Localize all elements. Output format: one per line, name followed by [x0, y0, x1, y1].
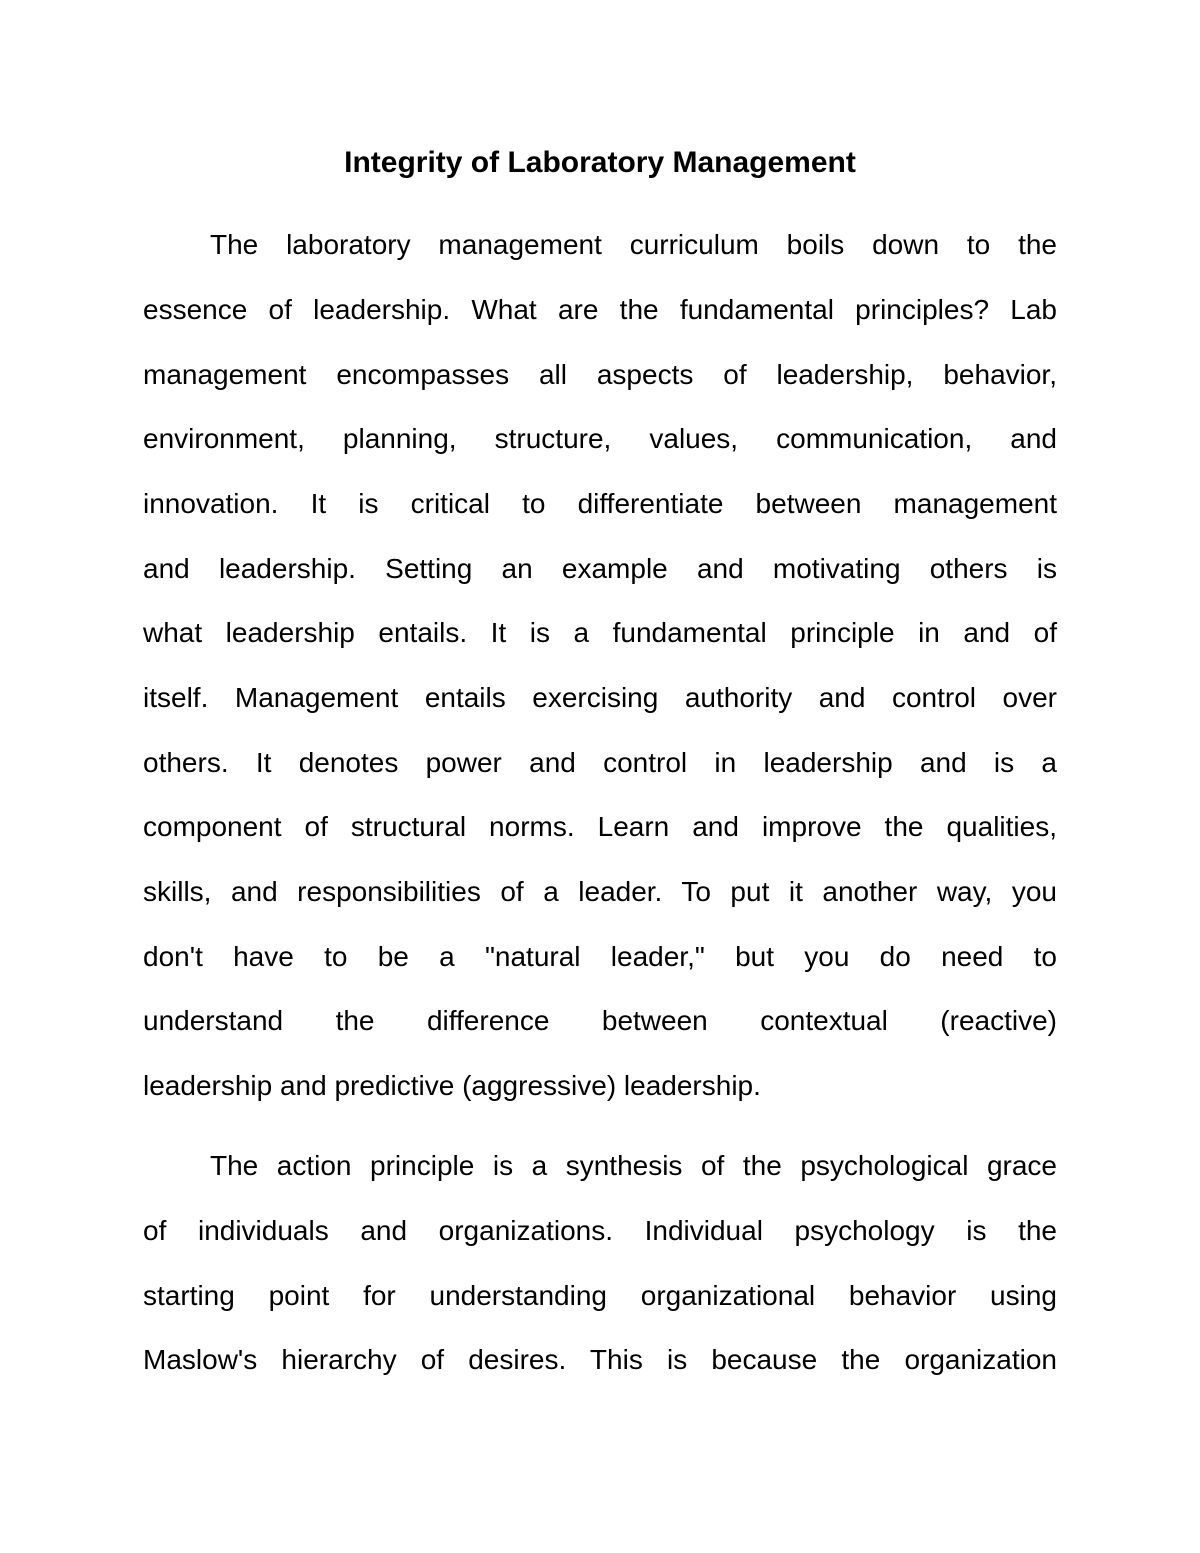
text-line: starting point for understanding organizational behavior using	[143, 1280, 1057, 1311]
text-line: don't have to be a "natural leader," but you do need to	[143, 941, 1057, 972]
text-line: management encompasses all aspects of leadership, behavior,	[143, 359, 1057, 390]
text-line: component of structural norms. Learn and improve the qualities,	[143, 811, 1057, 842]
text-line: Maslow's hierarchy of desires. This is because the organization	[143, 1344, 1057, 1375]
text-line: environment, planning, structure, values, communication, and	[143, 423, 1057, 454]
text-line: itself. Management entails exercising authority and control over	[143, 682, 1057, 713]
text-line: skills, and responsibilities of a leader. To put it another way, you	[143, 876, 1057, 907]
text-line: The laboratory management curriculum boils down to the	[210, 229, 1057, 260]
text-line: essence of leadership. What are the fundamental principles? Lab	[143, 294, 1057, 325]
text-line: understand the difference between contextual (reactive)	[143, 1005, 1057, 1036]
text-line: innovation. It is critical to differentiate between management	[143, 488, 1057, 519]
document-title: Integrity of Laboratory Management	[344, 146, 856, 179]
text-line: of individuals and organizations. Individual psychology is the	[143, 1215, 1057, 1246]
text-line: leadership and predictive (aggressive) leadership.	[143, 1070, 761, 1101]
text-line: others. It denotes power and control in leadership and is a	[143, 747, 1057, 778]
text-line: The action principle is a synthesis of the psychological grace	[210, 1150, 1057, 1181]
text-line: what leadership entails. It is a fundamental principle in and of	[143, 617, 1057, 648]
text-line: and leadership. Setting an example and motivating others is	[143, 553, 1057, 584]
